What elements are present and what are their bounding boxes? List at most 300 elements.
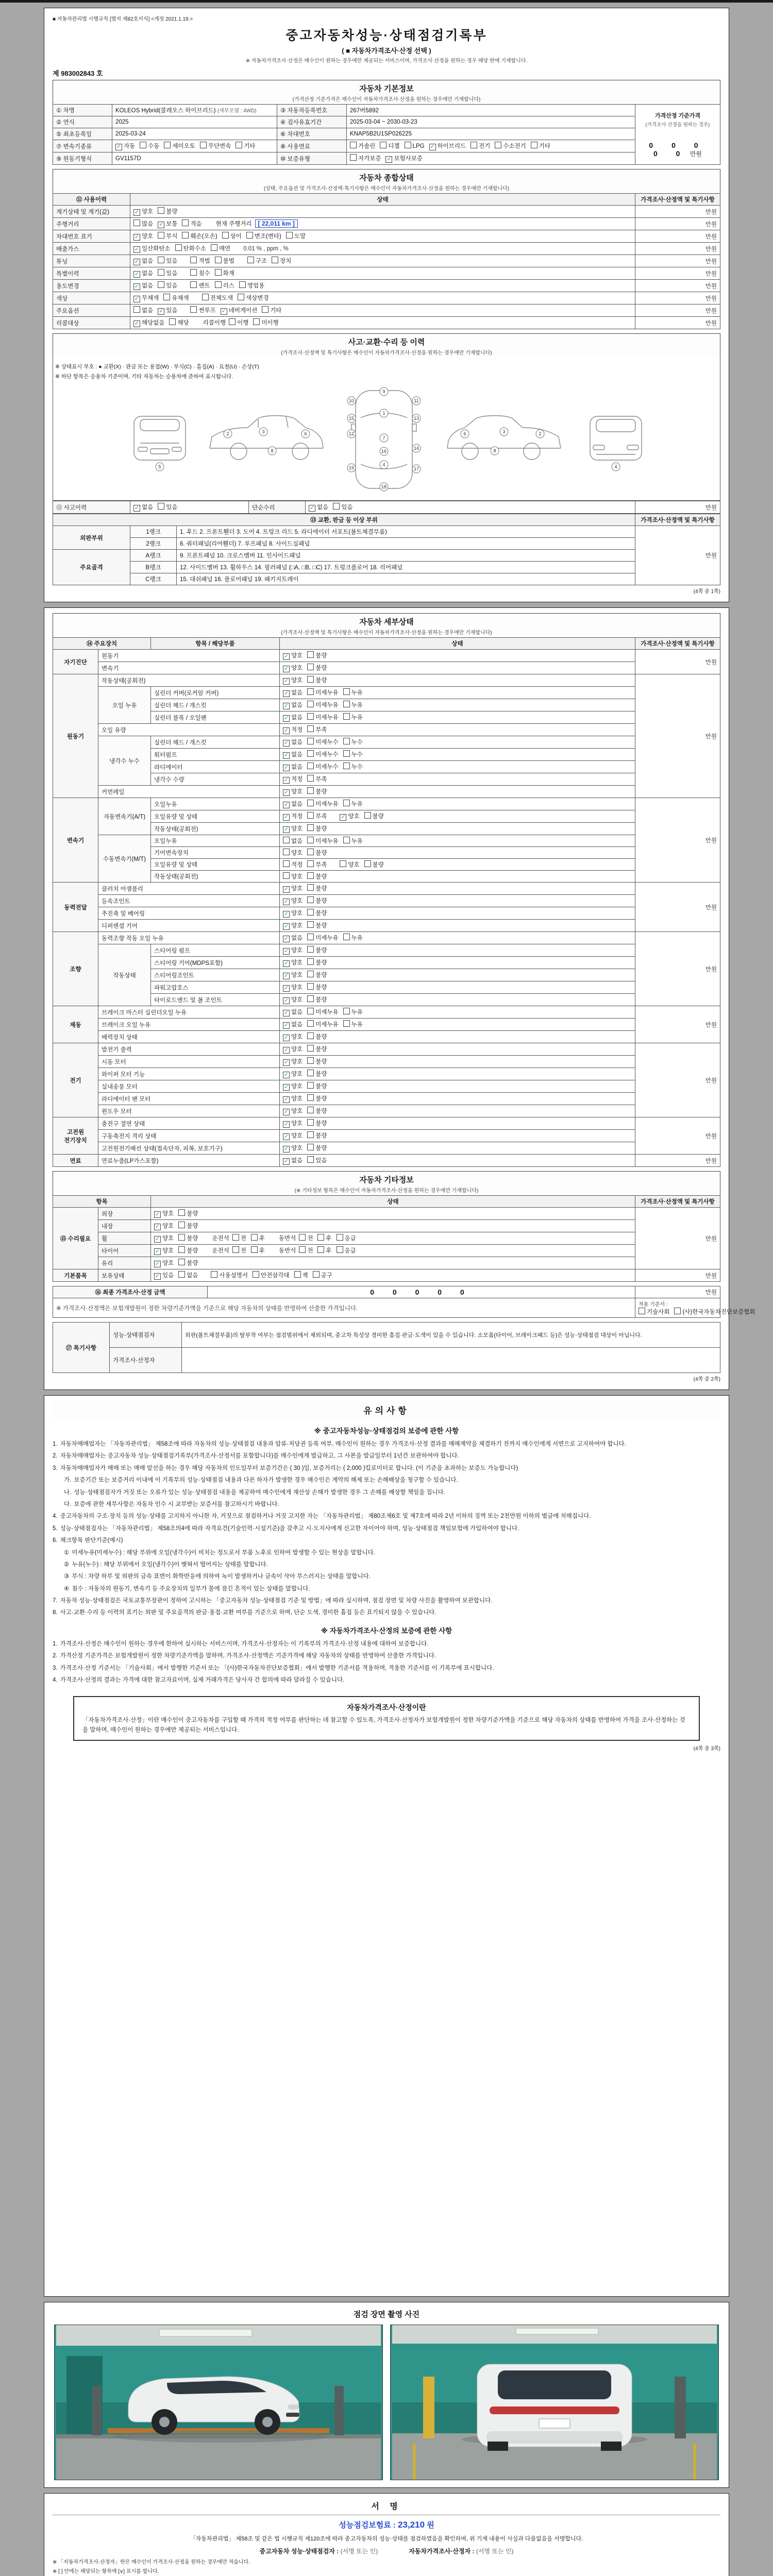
checkbox-icon[interactable] (178, 1234, 185, 1241)
checkbox-option[interactable] (283, 1119, 303, 1128)
checkbox-option[interactable] (307, 651, 327, 659)
checkbox-option[interactable] (133, 281, 153, 290)
checkbox-option[interactable] (133, 257, 153, 265)
checkbox-icon[interactable] (350, 142, 357, 148)
checkbox-option[interactable] (283, 946, 303, 955)
checkbox-option[interactable] (337, 1246, 356, 1255)
checkbox-icon[interactable] (307, 725, 314, 732)
checkbox-option[interactable] (133, 269, 153, 278)
checkbox-icon[interactable] (307, 1032, 314, 1039)
checkbox-option[interactable] (317, 1246, 331, 1255)
checkbox-icon[interactable] (405, 142, 411, 148)
checkbox-option[interactable] (283, 1094, 303, 1103)
checkbox-option[interactable] (239, 281, 264, 290)
checkbox-icon[interactable] (307, 787, 314, 794)
checkbox-option[interactable] (222, 232, 242, 240)
checkbox-icon[interactable] (299, 1234, 306, 1241)
checkbox-option[interactable] (283, 884, 303, 893)
checkbox-option[interactable] (309, 503, 328, 512)
checkbox-icon[interactable] (178, 1209, 185, 1216)
checkbox-icon[interactable] (307, 1119, 314, 1126)
checkbox-icon[interactable] (307, 909, 314, 916)
checkbox-checked-icon[interactable]: ✓ (283, 923, 289, 929)
checkbox-option[interactable] (272, 257, 291, 265)
checkbox-icon[interactable] (239, 281, 246, 288)
checkbox-option[interactable] (307, 837, 338, 845)
checkbox-icon[interactable] (343, 800, 350, 806)
checkbox-option[interactable] (343, 762, 363, 771)
checkbox-option[interactable] (283, 995, 303, 1004)
checkbox-icon[interactable] (307, 676, 314, 683)
checkbox-icon[interactable] (343, 738, 350, 744)
checkbox-checked-icon[interactable]: ✓ (283, 765, 289, 771)
checkbox-icon[interactable] (169, 318, 176, 325)
checkbox-option[interactable] (307, 983, 327, 991)
checkbox-checked-icon[interactable]: ✓ (283, 1010, 289, 1016)
checkbox-checked-icon[interactable]: ✓ (283, 1121, 289, 1127)
checkbox-checked-icon[interactable]: ✓ (134, 234, 140, 240)
checkbox-checked-icon[interactable]: ✓ (134, 246, 140, 252)
checkbox-icon[interactable] (307, 1057, 314, 1064)
checkbox-icon[interactable] (253, 318, 260, 325)
checkbox-icon[interactable] (232, 1234, 239, 1241)
checkbox-option[interactable] (262, 306, 281, 314)
checkbox-icon[interactable] (164, 142, 171, 148)
checkbox-checked-icon[interactable]: ✓ (155, 1261, 160, 1267)
checkbox-option[interactable] (307, 762, 338, 771)
checkbox-option[interactable] (307, 1144, 327, 1152)
checkbox-icon[interactable] (307, 884, 314, 891)
checkbox-icon[interactable] (236, 142, 242, 148)
checkbox-option[interactable] (283, 837, 303, 845)
checkbox-option[interactable] (307, 787, 327, 795)
checkbox-option[interactable] (337, 1234, 356, 1242)
checkbox-icon[interactable] (211, 1271, 217, 1278)
checkbox-option[interactable] (283, 921, 303, 930)
checkbox-checked-icon[interactable]: ✓ (283, 1059, 289, 1065)
checkbox-icon[interactable] (200, 142, 207, 148)
checkbox-option[interactable] (307, 701, 338, 709)
checkbox-icon[interactable] (175, 244, 182, 251)
checkbox-icon[interactable] (307, 983, 314, 990)
checkbox-option[interactable] (283, 1144, 303, 1153)
checkbox-option[interactable] (343, 934, 363, 942)
checkbox-icon[interactable] (307, 738, 314, 744)
checkbox-option[interactable] (531, 142, 550, 150)
checkbox-option[interactable] (429, 142, 466, 150)
checkbox-checked-icon[interactable]: ✓ (283, 997, 289, 1004)
checkbox-option[interactable] (182, 219, 201, 228)
checkbox-icon[interactable] (215, 269, 222, 276)
checkbox-checked-icon[interactable]: ✓ (155, 1248, 160, 1255)
checkbox-option[interactable] (283, 983, 303, 992)
checkbox-option[interactable] (133, 503, 153, 512)
checkbox-option[interactable] (307, 824, 327, 833)
checkbox-checked-icon[interactable]: ✓ (134, 296, 140, 302)
checkbox-option[interactable] (283, 909, 303, 918)
checkbox-option[interactable] (154, 1209, 174, 1218)
checkbox-option[interactable] (115, 142, 135, 150)
checkbox-option[interactable] (283, 1070, 303, 1078)
checkbox-icon[interactable] (246, 232, 253, 239)
checkbox-option[interactable] (307, 958, 327, 967)
checkbox-checked-icon[interactable]: ✓ (155, 1211, 160, 1217)
checkbox-option[interactable] (385, 154, 423, 163)
checkbox-option[interactable] (307, 1082, 327, 1090)
checkbox-option[interactable] (158, 219, 177, 228)
checkbox-checked-icon[interactable]: ✓ (283, 936, 289, 942)
checkbox-option[interactable] (283, 1020, 303, 1029)
checkbox-icon[interactable] (190, 269, 197, 276)
checkbox-option[interactable] (140, 142, 159, 150)
checkbox-option[interactable] (307, 884, 327, 892)
checkbox-checked-icon[interactable]: ✓ (283, 752, 289, 758)
checkbox-icon[interactable] (307, 837, 314, 843)
checkbox-checked-icon[interactable]: ✓ (283, 899, 289, 905)
checkbox-option[interactable] (229, 318, 248, 327)
checkbox-icon[interactable] (215, 281, 222, 288)
checkbox-option[interactable] (158, 232, 177, 240)
checkbox-option[interactable] (283, 860, 303, 869)
checkbox-option[interactable] (307, 1094, 327, 1103)
checkbox-checked-icon[interactable]: ✓ (283, 1084, 289, 1090)
checkbox-option[interactable] (307, 676, 327, 684)
checkbox-option[interactable] (283, 651, 303, 660)
checkbox-checked-icon[interactable]: ✓ (283, 727, 289, 734)
checkbox-icon[interactable] (307, 1020, 314, 1027)
checkbox-option[interactable] (251, 1246, 265, 1255)
checkbox-icon[interactable] (343, 762, 350, 769)
checkbox-option[interactable] (307, 812, 327, 820)
checkbox-option[interactable] (674, 1308, 755, 1316)
checkbox-icon[interactable] (343, 688, 350, 695)
checkbox-option[interactable] (283, 738, 303, 747)
checkbox-option[interactable] (307, 1070, 327, 1078)
checkbox-option[interactable] (133, 244, 171, 253)
checkbox-checked-icon[interactable]: ✓ (283, 1047, 289, 1053)
checkbox-option[interactable] (178, 1246, 198, 1255)
checkbox-icon[interactable] (307, 750, 314, 757)
checkbox-icon[interactable] (343, 1020, 350, 1027)
checkbox-option[interactable] (190, 306, 215, 314)
checkbox-option[interactable] (133, 306, 153, 314)
checkbox-icon[interactable] (190, 281, 197, 288)
checkbox-icon[interactable] (307, 1045, 314, 1052)
checkbox-option[interactable] (154, 1222, 174, 1230)
checkbox-icon[interactable] (307, 651, 314, 658)
checkbox-option[interactable] (283, 688, 303, 697)
checkbox-option[interactable] (307, 896, 327, 905)
checkbox-option[interactable] (283, 1131, 303, 1140)
checkbox-checked-icon[interactable]: ✓ (283, 1022, 289, 1028)
checkbox-icon[interactable] (307, 1131, 314, 1138)
checkbox-icon[interactable] (158, 269, 164, 276)
checkbox-icon[interactable] (251, 1246, 258, 1253)
checkbox-option[interactable] (307, 1032, 327, 1041)
checkbox-option[interactable] (190, 269, 210, 277)
checkbox-icon[interactable] (364, 860, 371, 867)
checkbox-option[interactable] (307, 688, 338, 697)
checkbox-checked-icon[interactable]: ✓ (283, 802, 289, 808)
checkbox-option[interactable] (307, 1008, 338, 1016)
checkbox-option[interactable] (340, 860, 359, 869)
checkbox-checked-icon[interactable]: ✓ (283, 678, 289, 684)
checkbox-icon[interactable] (190, 306, 197, 313)
checkbox-option[interactable] (283, 1082, 303, 1091)
checkbox-icon[interactable] (307, 1082, 314, 1089)
checkbox-icon[interactable] (307, 688, 314, 695)
checkbox-option[interactable] (215, 269, 234, 277)
checkbox-icon[interactable] (307, 860, 314, 867)
checkbox-icon[interactable] (283, 872, 290, 879)
checkbox-checked-icon[interactable]: ✓ (283, 653, 289, 659)
checkbox-icon[interactable] (317, 1246, 324, 1253)
checkbox-option[interactable] (211, 244, 230, 252)
checkbox-icon[interactable] (495, 142, 501, 148)
checkbox-icon[interactable] (343, 701, 350, 707)
checkbox-icon[interactable] (307, 1008, 314, 1014)
checkbox-option[interactable] (343, 837, 363, 845)
checkbox-option[interactable] (283, 800, 303, 808)
checkbox-icon[interactable] (340, 860, 346, 867)
checkbox-option[interactable] (307, 909, 327, 917)
checkbox-icon[interactable] (333, 503, 340, 510)
checkbox-checked-icon[interactable]: ✓ (283, 715, 289, 721)
checkbox-option[interactable] (154, 1259, 174, 1267)
checkbox-checked-icon[interactable]: ✓ (283, 973, 289, 979)
checkbox-option[interactable] (343, 750, 363, 758)
checkbox-checked-icon[interactable]: ✓ (134, 320, 140, 327)
checkbox-checked-icon[interactable]: ✓ (134, 209, 140, 215)
checkbox-option[interactable] (215, 281, 234, 290)
checkbox-icon[interactable] (272, 257, 278, 263)
checkbox-option[interactable] (158, 257, 177, 265)
checkbox-icon[interactable] (317, 1234, 324, 1241)
checkbox-option[interactable] (283, 664, 303, 672)
checkbox-option[interactable] (286, 232, 306, 240)
checkbox-option[interactable] (299, 1246, 313, 1255)
checkbox-option[interactable] (283, 958, 303, 967)
checkbox-icon[interactable] (253, 1271, 259, 1278)
checkbox-checked-icon[interactable]: ✓ (134, 259, 140, 265)
checkbox-icon[interactable] (163, 294, 170, 300)
checkbox-option[interactable] (175, 244, 206, 252)
checkbox-option[interactable] (211, 1271, 248, 1279)
checkbox-icon[interactable] (202, 294, 209, 300)
checkbox-option[interactable] (154, 1271, 174, 1280)
checkbox-option[interactable] (307, 921, 327, 929)
checkbox-option[interactable] (133, 207, 153, 216)
checkbox-checked-icon[interactable]: ✓ (283, 1146, 289, 1152)
checkbox-option[interactable] (154, 1246, 174, 1255)
checkbox-option[interactable] (283, 1107, 303, 1115)
checkbox-icon[interactable] (262, 306, 268, 313)
checkbox-icon[interactable] (140, 142, 146, 148)
checkbox-checked-icon[interactable]: ✓ (283, 1096, 289, 1103)
checkbox-option[interactable] (158, 269, 177, 277)
checkbox-icon[interactable] (283, 837, 290, 843)
checkbox-option[interactable] (283, 971, 303, 979)
checkbox-option[interactable] (158, 306, 177, 315)
checkbox-option[interactable] (307, 995, 327, 1004)
checkbox-checked-icon[interactable]: ✓ (283, 703, 289, 709)
checkbox-icon[interactable] (350, 154, 357, 161)
checkbox-icon[interactable] (178, 1246, 185, 1253)
checkbox-option[interactable] (283, 787, 303, 796)
checkbox-icon[interactable] (307, 800, 314, 806)
checkbox-option[interactable] (307, 1107, 327, 1115)
checkbox-option[interactable] (364, 860, 384, 869)
checkbox-option[interactable] (232, 1234, 246, 1242)
checkbox-icon[interactable] (313, 1271, 320, 1278)
checkbox-option[interactable] (163, 294, 189, 302)
checkbox-option[interactable] (133, 294, 159, 302)
checkbox-option[interactable] (307, 946, 327, 954)
checkbox-option[interactable] (343, 701, 363, 709)
checkbox-icon[interactable] (211, 244, 217, 251)
checkbox-option[interactable] (364, 812, 384, 820)
checkbox-option[interactable] (283, 775, 303, 784)
checkbox-icon[interactable] (307, 824, 314, 831)
checkbox-option[interactable] (307, 1156, 327, 1164)
checkbox-option[interactable] (178, 1271, 198, 1279)
checkbox-option[interactable] (154, 1234, 174, 1243)
checkbox-icon[interactable] (343, 1008, 350, 1014)
checkbox-checked-icon[interactable]: ✓ (155, 1224, 160, 1230)
checkbox-option[interactable] (343, 800, 363, 808)
checkbox-option[interactable] (333, 503, 352, 511)
checkbox-option[interactable] (283, 934, 303, 942)
checkbox-option[interactable] (200, 142, 231, 150)
checkbox-option[interactable] (221, 306, 258, 315)
checkbox-icon[interactable] (247, 257, 254, 263)
checkbox-option[interactable] (158, 281, 177, 290)
checkbox-icon[interactable] (294, 1271, 301, 1278)
checkbox-option[interactable] (283, 812, 303, 821)
checkbox-icon[interactable] (232, 1246, 239, 1253)
checkbox-checked-icon[interactable]: ✓ (283, 1133, 289, 1140)
checkbox-option[interactable] (313, 1271, 332, 1279)
checkbox-icon[interactable] (343, 713, 350, 720)
checkbox-icon[interactable] (307, 921, 314, 928)
checkbox-option[interactable] (251, 1234, 265, 1242)
checkbox-option[interactable] (169, 318, 189, 327)
checkbox-option[interactable] (190, 257, 210, 265)
checkbox-icon[interactable] (307, 946, 314, 953)
checkbox-icon[interactable] (158, 503, 164, 510)
checkbox-checked-icon[interactable]: ✓ (155, 1273, 160, 1279)
checkbox-option[interactable] (283, 713, 303, 722)
checkbox-icon[interactable] (158, 232, 164, 239)
checkbox-option[interactable] (380, 142, 399, 150)
checkbox-option[interactable] (182, 232, 217, 240)
checkbox-icon[interactable] (238, 294, 244, 300)
checkbox-checked-icon[interactable]: ✓ (283, 1109, 289, 1115)
checkbox-icon[interactable] (286, 232, 293, 239)
checkbox-option[interactable] (307, 860, 327, 869)
checkbox-icon[interactable] (307, 762, 314, 769)
checkbox-checked-icon[interactable]: ✓ (283, 1035, 289, 1041)
checkbox-option[interactable] (247, 257, 267, 265)
checkbox-option[interactable] (283, 762, 303, 771)
checkbox-option[interactable] (133, 232, 153, 241)
checkbox-option[interactable] (307, 849, 327, 857)
checkbox-checked-icon[interactable]: ✓ (283, 666, 289, 672)
checkbox-option[interactable] (283, 1045, 303, 1054)
checkbox-icon[interactable] (307, 934, 314, 940)
checkbox-checked-icon[interactable]: ✓ (283, 740, 289, 746)
checkbox-icon[interactable] (307, 664, 314, 670)
checkbox-option[interactable] (343, 1020, 363, 1028)
checkbox-option[interactable] (283, 676, 303, 685)
checkbox-option[interactable] (307, 1057, 327, 1065)
checkbox-icon[interactable] (470, 142, 477, 148)
checkbox-option[interactable] (283, 725, 303, 734)
checkbox-icon[interactable] (190, 257, 197, 263)
checkbox-icon[interactable] (307, 775, 314, 782)
checkbox-icon[interactable] (307, 1070, 314, 1076)
checkbox-option[interactable] (283, 1156, 303, 1165)
checkbox-checked-icon[interactable]: ✓ (283, 789, 289, 795)
checkbox-checked-icon[interactable]: ✓ (283, 777, 289, 783)
checkbox-icon[interactable] (222, 232, 229, 239)
checkbox-checked-icon[interactable]: ✓ (221, 308, 226, 314)
checkbox-option[interactable] (307, 775, 327, 783)
checkbox-icon[interactable] (158, 257, 164, 263)
checkbox-icon[interactable] (178, 1222, 185, 1228)
checkbox-option[interactable] (307, 934, 338, 942)
checkbox-icon[interactable] (380, 142, 386, 148)
checkbox-option[interactable] (158, 503, 177, 511)
checkbox-option[interactable] (283, 849, 303, 857)
checkbox-option[interactable] (294, 1271, 308, 1279)
checkbox-checked-icon[interactable]: ✓ (159, 308, 164, 314)
checkbox-option[interactable] (232, 1246, 246, 1255)
checkbox-option[interactable] (133, 318, 164, 327)
checkbox-option[interactable] (307, 664, 327, 672)
checkbox-checked-icon[interactable]: ✓ (134, 505, 140, 511)
checkbox-option[interactable] (340, 812, 359, 821)
checkbox-option[interactable] (495, 142, 526, 150)
checkbox-checked-icon[interactable]: ✓ (430, 144, 435, 150)
checkbox-icon[interactable] (283, 860, 290, 867)
checkbox-checked-icon[interactable]: ✓ (341, 814, 346, 820)
checkbox-option[interactable] (307, 750, 338, 758)
checkbox-icon[interactable] (343, 750, 350, 757)
checkbox-icon[interactable] (178, 1271, 185, 1278)
checkbox-icon[interactable] (343, 934, 350, 940)
checkbox-icon[interactable] (251, 1234, 258, 1241)
checkbox-option[interactable] (133, 219, 153, 228)
checkbox-option[interactable] (283, 1008, 303, 1016)
checkbox-icon[interactable] (178, 1259, 185, 1265)
checkbox-checked-icon[interactable]: ✓ (116, 144, 122, 150)
checkbox-icon[interactable] (307, 713, 314, 720)
checkbox-option[interactable] (158, 207, 177, 215)
checkbox-option[interactable] (343, 738, 363, 746)
checkbox-option[interactable] (164, 142, 195, 150)
checkbox-icon[interactable] (307, 812, 314, 819)
checkbox-option[interactable] (350, 154, 381, 162)
checkbox-icon[interactable] (307, 1144, 314, 1150)
checkbox-checked-icon[interactable]: ✓ (283, 690, 289, 697)
checkbox-icon[interactable] (229, 318, 236, 325)
checkbox-icon[interactable] (307, 958, 314, 965)
checkbox-icon[interactable] (307, 849, 314, 855)
checkbox-option[interactable] (178, 1209, 198, 1217)
checkbox-option[interactable] (178, 1234, 198, 1242)
checkbox-option[interactable] (307, 738, 338, 746)
